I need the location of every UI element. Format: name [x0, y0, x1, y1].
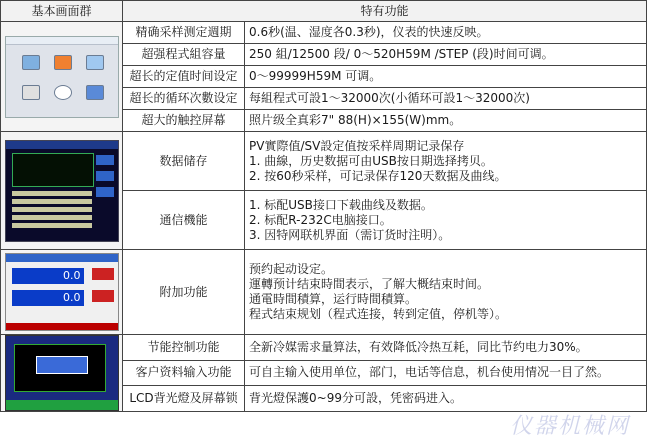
header-features: 特有功能: [123, 1, 647, 22]
feature-name: 超强程式組容量: [123, 44, 245, 66]
feature-desc: [245, 132, 647, 191]
screenshot-graph-screen: [1, 335, 123, 412]
screenshot-data-log: [1, 132, 123, 250]
table-row: [1, 250, 647, 335]
chart-icon: [22, 55, 40, 70]
desc-line: 2. 按60秒采样，可记录保存120天数据及曲线。: [249, 168, 507, 183]
trend-plot: [12, 153, 94, 187]
pv-display: 0.0: [12, 290, 84, 306]
table-row: [1, 22, 647, 44]
monitor-icon: [86, 85, 104, 100]
desc-line: 2. 标配R-232C电脑接口。: [249, 212, 392, 227]
pv-display: 0.0: [12, 268, 84, 284]
data-log-thumbnail: [5, 140, 119, 242]
desc-line: 1. 曲線，历史数据可由USB按日期选择拷贝。: [249, 153, 493, 168]
feature-name: 客户资料输入功能: [123, 360, 245, 386]
feature-desc: 0.6秒(温、湿度各0.3秒)，仪表的快速反映。: [245, 22, 647, 44]
feature-desc: 250 組/12500 段/ 0～520H59M /STEP (段)时间可调。: [245, 44, 647, 66]
desc-line: 程式结束规划（程式连接，转到定值，停机等）。: [249, 307, 508, 321]
desc-line: PV實際值/SV設定值按采样周期记录保存: [249, 138, 465, 153]
document-icon: [22, 85, 40, 100]
feature-name: 附加功能: [123, 250, 245, 335]
table-row: [1, 132, 647, 191]
feature-desc: 背光燈保護0~99分可設，凭密码进入。: [245, 386, 647, 412]
main-menu-thumbnail: [5, 36, 119, 118]
settings-icon: [54, 55, 72, 70]
feature-name: 超长的定值时间设定: [123, 66, 245, 88]
clock-icon: [54, 85, 72, 100]
table-row: [1, 335, 647, 361]
desc-line: 预约起动设定。: [249, 262, 334, 276]
feature-name: 超大的触控屏幕: [123, 110, 245, 132]
graph-screen-thumbnail: [5, 335, 119, 411]
feature-desc: [245, 191, 647, 250]
feature-desc: 每組程式可設1～32000次(小循环可設1～32000次): [245, 88, 647, 110]
feature-desc: 照片级全真彩7" 88(H)×155(W)mm。: [245, 110, 647, 132]
feature-desc: 可自主输入使用单位，部门，电话等信息，机台使用情况一目了然。: [245, 360, 647, 386]
header-row: [1, 1, 647, 22]
feature-name: 数据储存: [123, 132, 245, 191]
header-screens: 基本画面群: [1, 1, 123, 22]
feature-name: LCD背光燈及屏幕锁: [123, 386, 245, 412]
run-screen-thumbnail: [5, 253, 119, 331]
desc-line: 運轉预计结束時間表示，了解大概结束时间。: [249, 277, 490, 291]
program-icon: [86, 55, 104, 70]
desc-line: 3. 因特网联机界面（需订货时注明）。: [249, 227, 451, 242]
feature-desc: [245, 250, 647, 335]
feature-name: 超长的循环次數设定: [123, 88, 245, 110]
feature-desc: 0～99999H59M 可调。: [245, 66, 647, 88]
screenshot-main-menu: [1, 22, 123, 132]
desc-line: 1. 标配USB接口下载曲线及数据。: [249, 197, 433, 212]
feature-name: 通信機能: [123, 191, 245, 250]
feature-desc: 全新冷媒需求量算法，有效降低冷热互耗，同比节约电力30%。: [245, 335, 647, 361]
watermark: 仪器机械网: [509, 414, 630, 439]
feature-name: 节能控制功能: [123, 335, 245, 361]
feature-name: 精确采样测定週期: [123, 22, 245, 44]
desc-line: 通電時間積算，运行時間積算。: [249, 292, 418, 306]
screenshot-run-screen: [1, 250, 123, 335]
